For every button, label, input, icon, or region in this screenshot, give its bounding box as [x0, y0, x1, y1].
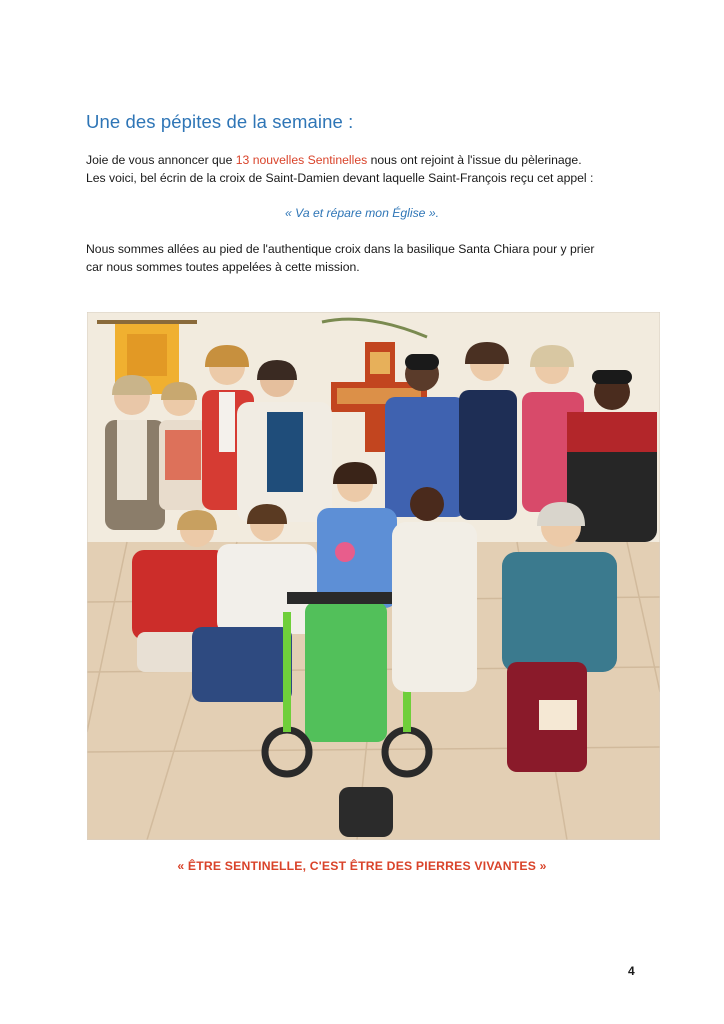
body-line-2: car nous sommes toutes appelées à cette mission.: [86, 260, 360, 274]
intro-highlight: 13 nouvelles Sentinelles: [235, 153, 368, 167]
intro-text-before: Joie de vous annoncer que: [86, 153, 236, 167]
intro-line-2: Les voici, bel écrin de la croix de Saint-Damien devant laquelle Saint-François reçu cet appel :: [86, 171, 594, 185]
intro-paragraph: [86, 151, 582, 169]
section-heading: Une des pépites de la semaine :: [86, 111, 354, 132]
quote-text: « Va et répare mon Église ».: [284, 206, 439, 220]
photo-caption: « ÊTRE SENTINELLE, C'EST ÊTRE DES PIERRES VIVANTES »: [177, 859, 547, 873]
body-line-1: Nous sommes allées au pied de l'authentique croix dans la basilique Santa Chiara pour y prier: [86, 242, 595, 256]
page-number: 4: [628, 964, 635, 978]
intro-text-after: nous ont rejoint à l'issue du pèlerinage.: [367, 153, 582, 167]
group-photo: [87, 312, 660, 840]
